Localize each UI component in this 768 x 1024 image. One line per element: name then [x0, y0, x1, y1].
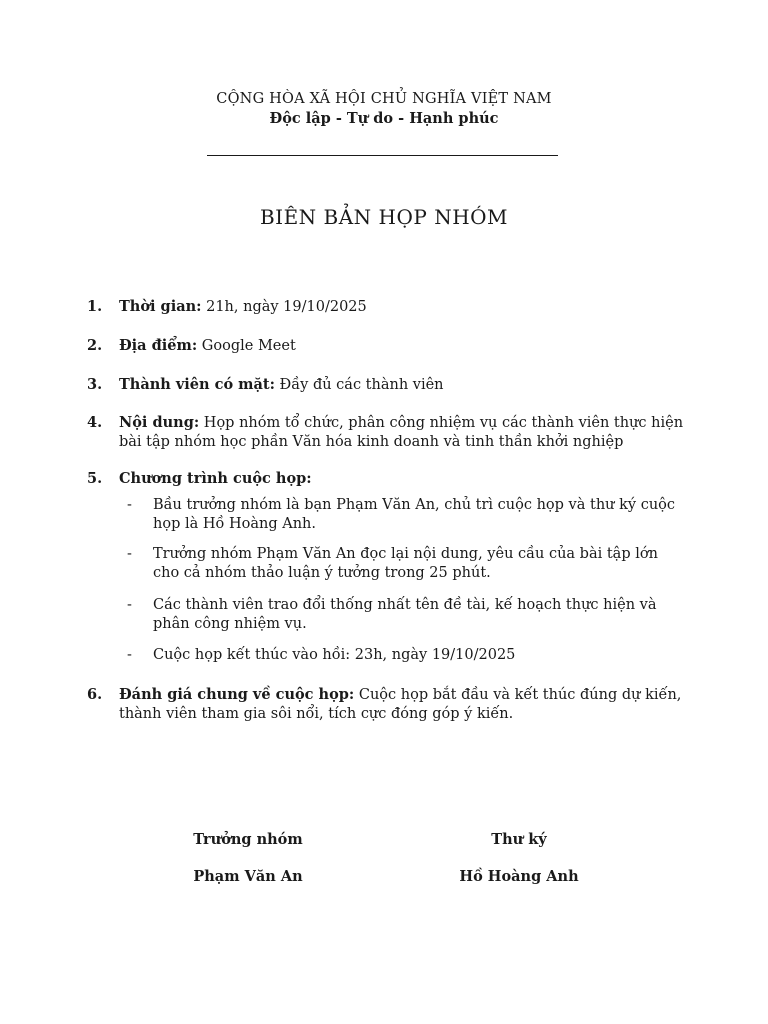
item-label: Địa điểm:: [119, 337, 198, 354]
item-number: 2.: [87, 337, 103, 354]
agenda-item: [127, 545, 687, 583]
list-item-time: [87, 297, 687, 317]
item-text: Google Meet: [197, 338, 296, 354]
leader-name: Phạm Văn An: [193, 868, 303, 885]
nation-motto: Độc lập - Tự do - Hạnh phúc: [269, 110, 499, 127]
item-text: Cuộc họp bắt đầu và kết thúc đúng dự kiến, thành viên tham gia sôi nổi, tích cực đóng góp ý kiến.: [119, 687, 682, 722]
item-number: 1.: [87, 298, 103, 315]
leader-role: Trưởng nhóm: [193, 831, 303, 848]
agenda-text: Cuộc họp kết thúc vào hồi: 23h, ngày 19/10/2025: [153, 647, 516, 663]
item-text: 21h, ngày 19/10/2025: [201, 299, 367, 315]
agenda-bullet: -: [127, 546, 132, 562]
agenda-text: Trưởng nhóm Phạm Văn An đọc lại nội dung, yêu cầu của bài tập lớn cho cả nhóm thảo luận ý tưởng trong 25 phút.: [153, 546, 658, 581]
agenda-item: [127, 596, 687, 634]
header-divider: [207, 155, 558, 156]
secretary-role: Thư ký: [491, 831, 547, 848]
agenda-text: Bầu trưởng nhóm là bạn Phạm Văn An, chủ trì cuộc họp và thư ký cuộc họp là Hồ Hoàng Anh.: [153, 497, 676, 532]
agenda-bullet: -: [127, 597, 132, 613]
agenda-bullet: -: [127, 497, 132, 513]
item-label: Thành viên có mặt:: [119, 376, 275, 393]
list-item-content: [87, 413, 687, 452]
item-label: Thời gian:: [119, 298, 202, 315]
item-number: 5.: [87, 470, 103, 487]
item-number: 3.: [87, 376, 103, 393]
item-number: 4.: [87, 414, 103, 431]
item-number: 6.: [87, 686, 103, 703]
secretary-name: Hồ Hoàng Anh: [459, 868, 579, 885]
item-text: Họp nhóm tổ chức, phân công nhiệm vụ các thành viên thực hiện bài tập nhóm học phần Văn hóa kinh doanh và tinh thần khởi nghiệp: [119, 415, 684, 450]
document-header: [0, 89, 768, 129]
agenda-item: [127, 646, 687, 665]
list-item-agenda: [87, 469, 687, 489]
item-text: Đầy đủ các thành viên: [274, 377, 444, 393]
list-item-location: [87, 336, 687, 356]
nation-title: CỘNG HÒA XÃ HỘI CHỦ NGHĨA VIỆT NAM: [216, 91, 552, 107]
item-label: Chương trình cuộc họp:: [119, 470, 312, 487]
agenda-bullet: -: [127, 647, 132, 663]
document-title: BIÊN BẢN HỌP NHÓM: [259, 205, 509, 229]
agenda-item: [127, 496, 687, 534]
list-item-attendees: [87, 375, 687, 395]
agenda-text: Các thành viên trao đổi thống nhất tên đề tài, kế hoạch thực hiện và phân công nhiệm vụ.: [153, 597, 657, 632]
list-item-evaluation: [87, 685, 687, 724]
item-label: Nội dung:: [119, 414, 200, 431]
item-label: Đánh giá chung về cuộc họp:: [119, 686, 355, 703]
